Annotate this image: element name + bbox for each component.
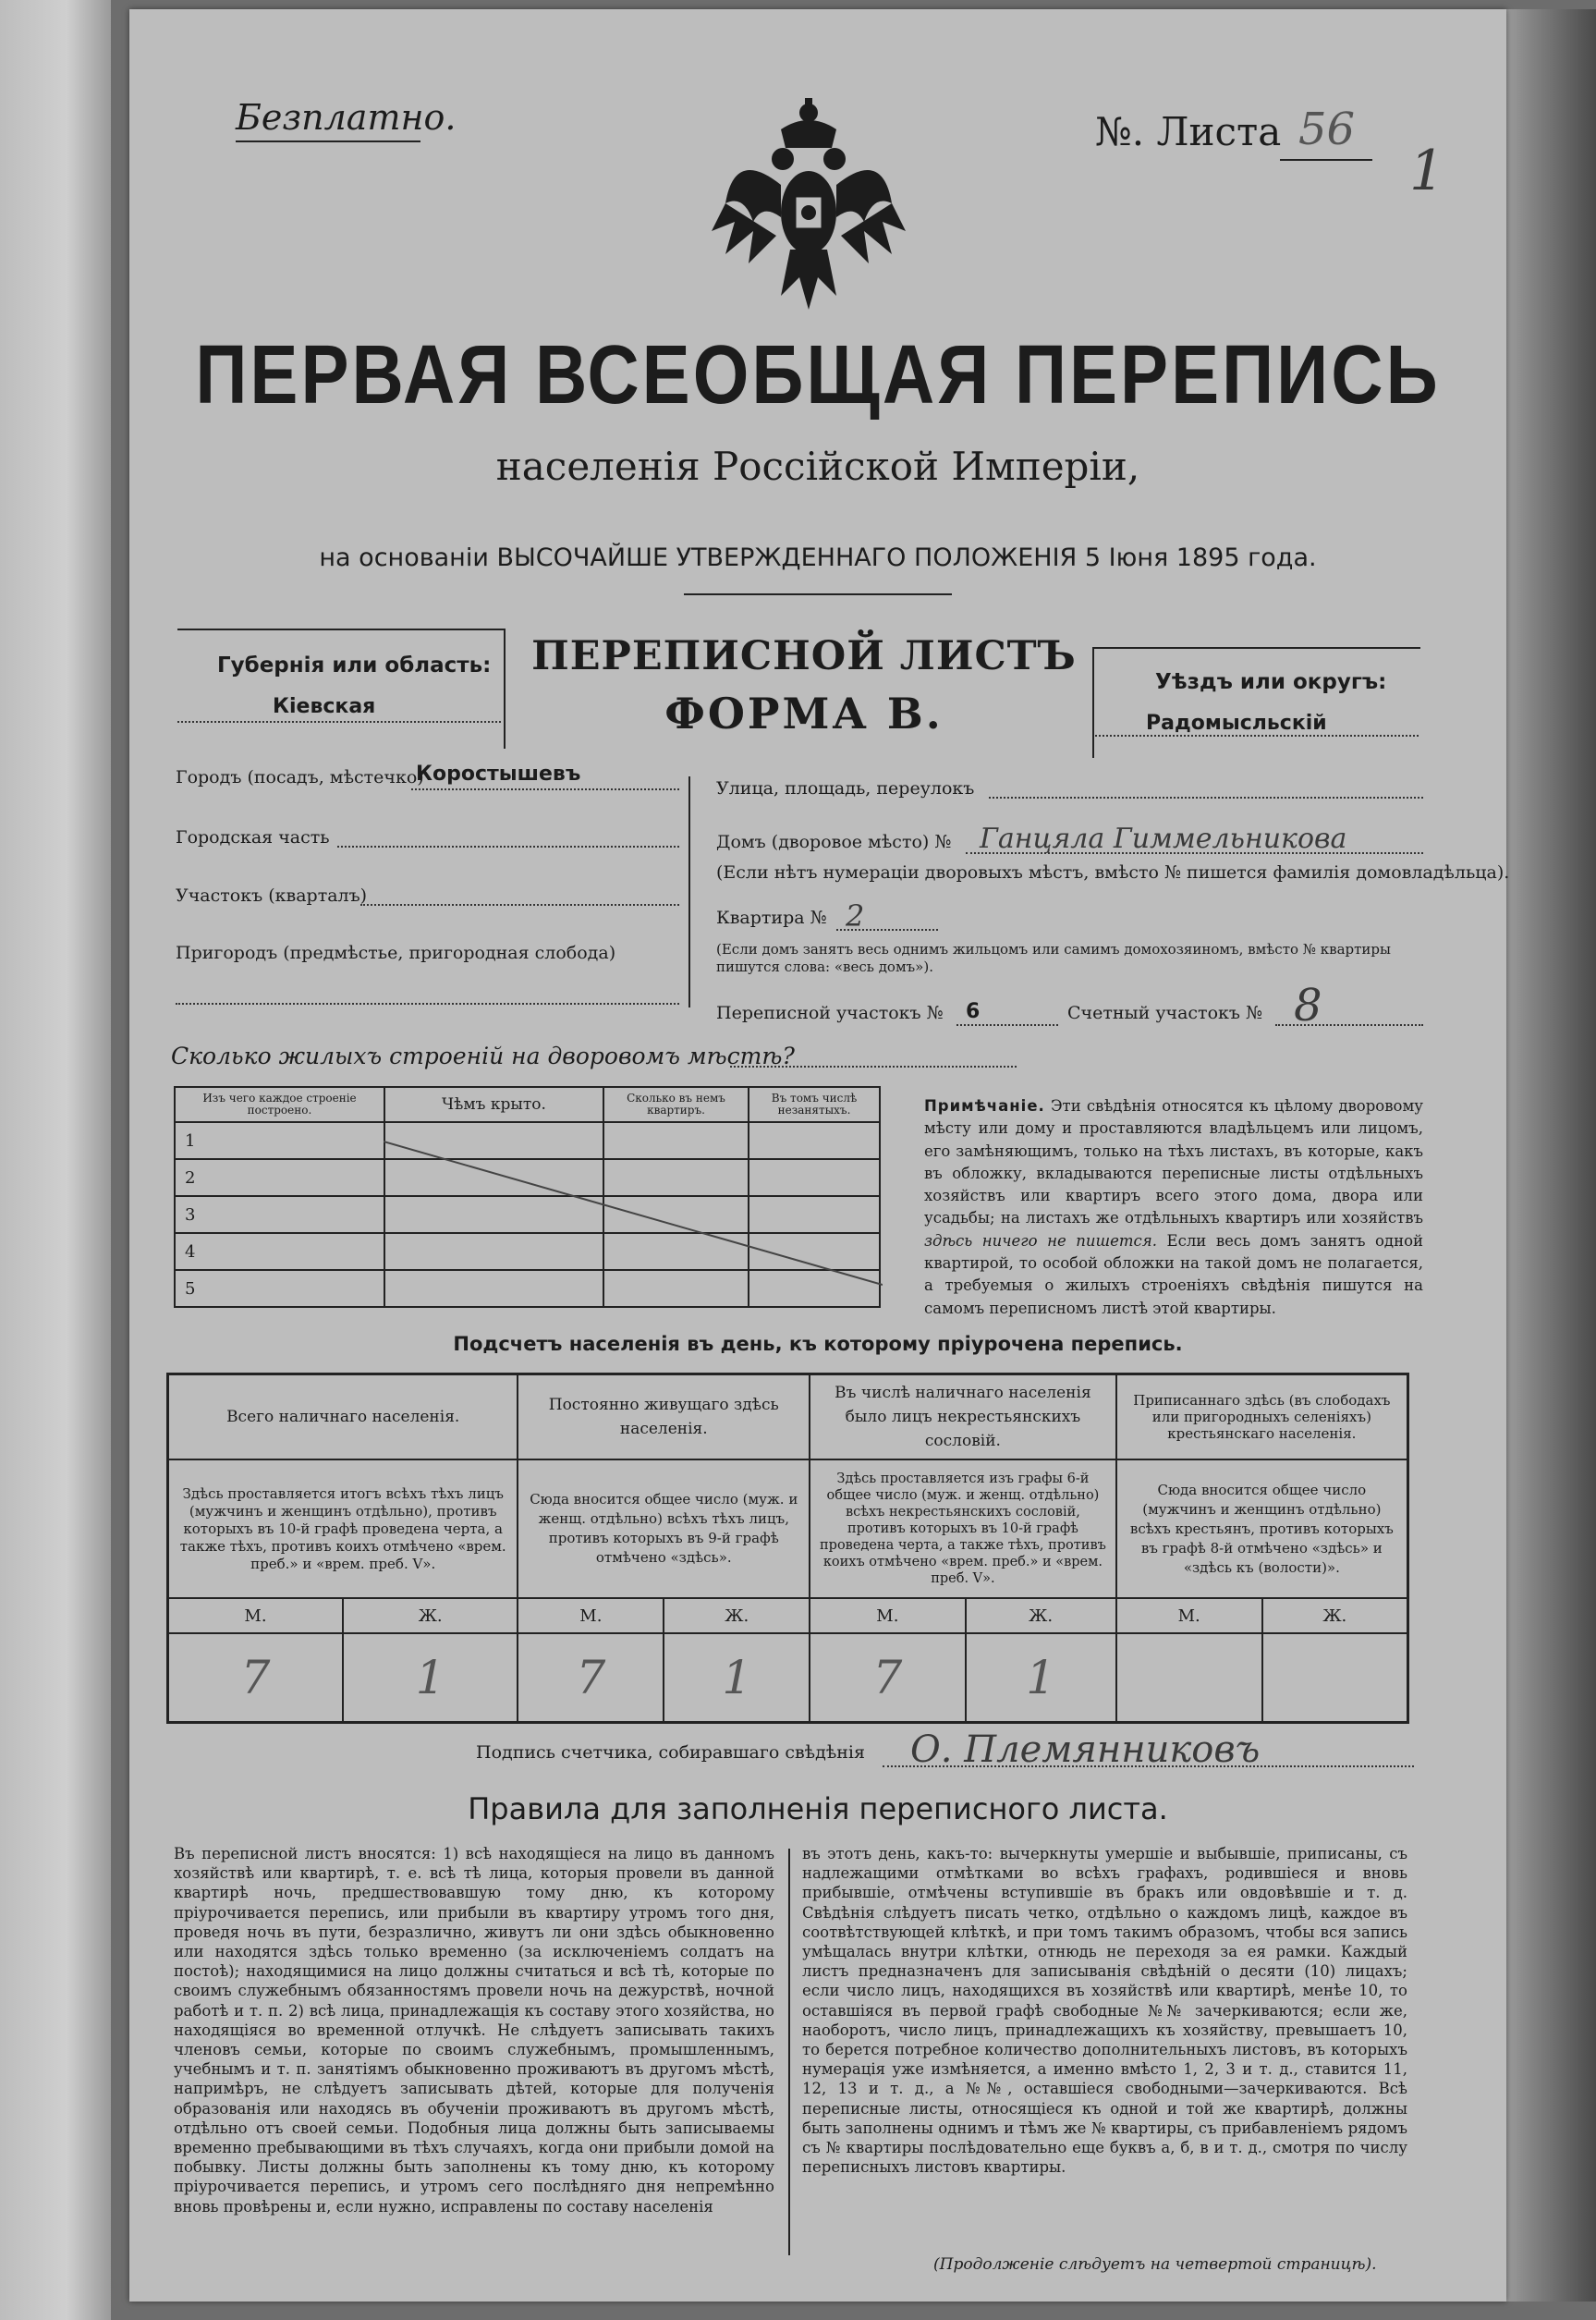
- book-binding: [0, 0, 111, 2320]
- city-line: [411, 788, 679, 790]
- house-value: Ганцяла Гиммельникова: [980, 823, 1347, 855]
- apartment-note: (Если домъ занятъ весь однимъ жильцомъ или самимъ домохозяиномъ, вмѣсто № квартиры пишутся слова: «весь домъ»).: [716, 941, 1391, 975]
- census-section-label: Переписной участокъ №: [716, 1003, 944, 1023]
- male-header: М.: [518, 1598, 664, 1633]
- row-number: 1: [175, 1122, 384, 1159]
- street-label: Улица, площадь, переулокъ: [716, 778, 975, 799]
- district-box-left: [1092, 647, 1094, 758]
- count-section-line: [1275, 1024, 1423, 1026]
- house-line: [966, 852, 1423, 854]
- total-female-value: 1: [343, 1633, 518, 1723]
- form-name: ФОРМА В.: [664, 689, 944, 739]
- buildings-header-material: Изъ чего каждое строеніе построено.: [175, 1087, 384, 1122]
- apartment-value: 2: [846, 898, 865, 934]
- province-line: [177, 721, 501, 723]
- count-desc-permanent: Сюда вносится общее число (муж. и женщ. отдѣльно) всѣхъ тѣхъ лицъ, противъ которыхъ въ 9-й графѣ отмѣчено «здѣсь».: [518, 1459, 810, 1598]
- count-title: Подсчетъ населенія въ день, къ которому пріурочена перепись.: [453, 1333, 1183, 1355]
- free-label: Безплатно.: [236, 97, 457, 138]
- province-box-top: [177, 629, 506, 630]
- female-header: Ж.: [966, 1598, 1116, 1633]
- signature-label: Подпись счетчика, собиравшаго свѣдѣнія: [476, 1742, 865, 1763]
- census-sheet: [129, 9, 1510, 2302]
- margin-number: 1: [1409, 139, 1445, 203]
- rules-divider: [788, 1849, 790, 2255]
- permanent-female-value: 1: [664, 1633, 810, 1723]
- apartment-line: [836, 929, 938, 931]
- row-number: 3: [175, 1196, 384, 1233]
- precinct-label: Участокъ (кварталъ): [176, 885, 368, 906]
- precinct-line: [360, 904, 679, 906]
- census-section-value: 6: [966, 1000, 981, 1023]
- house-label: Домъ (дворовое мѣсто) №: [716, 832, 952, 852]
- male-header: М.: [810, 1598, 965, 1633]
- free-underline: [236, 140, 420, 142]
- district-value: Радомысльскій: [1146, 712, 1327, 735]
- total-male-value: 7: [168, 1633, 343, 1723]
- count-head-row: [168, 1374, 1408, 1460]
- rules-title: Правила для заполненія переписного листа.: [468, 1791, 1168, 1826]
- signature-value: О. Племянниковъ: [910, 1728, 1261, 1771]
- buildings-header-row: [175, 1087, 880, 1122]
- count-head-total: Всего наличнаго населенія.: [168, 1374, 518, 1460]
- buildings-header-vacant: Въ томъ числѣ незанятыхъ.: [749, 1087, 880, 1122]
- note-title: Примѣчаніе.: [924, 1097, 1045, 1115]
- district-box-top: [1092, 647, 1420, 649]
- count-head-permanent: Постоянно живущаго здѣсь населенія.: [518, 1374, 810, 1460]
- row-number: 5: [175, 1270, 384, 1307]
- subtitle: населенія Россійской Имперіи,: [495, 444, 1140, 489]
- count-mf-row: [168, 1598, 1408, 1633]
- peasant-female-value: [1262, 1633, 1408, 1723]
- count-head-peasant: Приписаннаго здѣсь (въ слободахъ или пригородныхъ селеніяхъ) крестьянскаго населенія.: [1116, 1374, 1408, 1460]
- province-value: Кіевская: [273, 695, 376, 718]
- female-header: Ж.: [1262, 1598, 1408, 1633]
- buildings-question-line: [730, 1066, 1017, 1068]
- district-line: [1095, 735, 1419, 737]
- nonpeasant-male-value: 7: [810, 1633, 965, 1723]
- count-head-nonpeasant: Въ числѣ наличнаго населенія было лицъ некрестьянскихъ сословій.: [810, 1374, 1116, 1460]
- basis-line: на основаніи ВЫСОЧАЙШЕ УТВЕРЖДЕННАГО ПОЛОЖЕНІЯ 5 Іюня 1895 года.: [319, 543, 1317, 572]
- house-note: (Если нѣтъ нумераціи дворовыхъ мѣстъ, вмѣсто № пишется фамилія домовладѣльца).: [716, 862, 1510, 883]
- city-label: Городъ (посадъ, мѣстечко): [176, 767, 424, 788]
- female-header: Ж.: [343, 1598, 518, 1633]
- main-title: ПЕРВАЯ ВСЕОБЩАЯ ПЕРЕПИСЬ: [195, 327, 1441, 421]
- sheet-number: 56: [1298, 104, 1356, 155]
- census-section-line: [956, 1024, 1058, 1026]
- note-text-2: Если весь домъ занятъ одной квартирой, то особой обложки на такой домъ не полагается, а требуемыя о жилыхъ строеніяхъ свѣдѣнія пишутся на самомъ переписномъ листѣ этой квартиры.: [924, 1231, 1424, 1317]
- city-part-line: [337, 846, 679, 848]
- note-italic: здѣсь ничего не пишется.: [924, 1231, 1157, 1250]
- count-section-label: Счетный участокъ №: [1067, 1003, 1262, 1023]
- sheet-title: ПЕРЕПИСНОЙ ЛИСТЪ: [531, 633, 1077, 679]
- count-values-row: [168, 1633, 1408, 1723]
- suburb-line: [176, 1003, 679, 1005]
- row-number: 4: [175, 1233, 384, 1270]
- rules-right-column: въ этотъ день, какъ-то: вычеркнуты умершіе и выбывшіе, приписаны, съ надлежащими отмѣтками во всѣхъ графахъ, родившіеся и вновь прибывшіе, отмѣчены вступившіе въ бракъ или овдовѣвшіе и т. д. Свѣдѣнія слѣдуетъ писать четко, отдѣльно о каждомъ лицѣ, каждое въ соотвѣтствующей клѣткѣ, и при томъ такимъ образомъ, чтобы вся запись умѣщалась внутри клѣтки, отнюдь не переходя за ея рамки. Каждый листъ предназначенъ для записыванія свѣдѣній о десяти (10) лицахъ; если число лицъ, находящихся въ хозяйствѣ или квартирѣ, менѣе 10, то оставшіяся въ первой графѣ свободные №№ зачеркиваются; если же, наоборотъ, число лицъ, принадлежащихъ къ хозяйству, превышаетъ 10, то берется потребное количество дополнительныхъ листовъ, въ которыхъ нумерація уже измѣняется, а именно вмѣсто 1, 2, 3 и т. д., ставится 11, 12, 13 и т. д., а №№, оставшіеся свободными—зачеркиваются. Всѣ переписные листы, относящіеся къ одной и той же квартирѣ, должны быть заполнены однимъ и тѣмъ же № квартиры, съ прибавленіемъ рядомъ съ № квартиры послѣдовательно еще буквъ а, б, в и т. д., смотря по числу переписныхъ листовъ квартиры.: [802, 1845, 1407, 2177]
- sheet-label: №. Листа: [1095, 109, 1282, 154]
- peasant-male-value: [1116, 1633, 1262, 1723]
- count-section-value: 8: [1294, 980, 1322, 1032]
- imperial-eagle-emblem: [707, 92, 910, 314]
- province-box-right: [504, 629, 506, 749]
- suburb-label: Пригородъ (предмѣстье, пригородная слобода): [176, 943, 616, 963]
- permanent-male-value: 7: [518, 1633, 664, 1723]
- note-text: Эти свѣдѣнія относятся къ цѣлому дворовому мѣсту или дому и проставляются владѣльцемъ или лицомъ, его замѣняющимъ, только на тѣхъ листахъ, въ которые, какъ въ обложку, вкладываются переписные листы отдѣльныхъ хозяйствъ или квартиръ всего этого дома, двора или усадьбы; на листахъ же отдѣльныхъ квартиръ или хозяйствъ: [924, 1097, 1423, 1227]
- count-desc-nonpeasant: Здѣсь проставляется изъ графы 6-й общее число (муж. и женщ. отдѣльно) всѣхъ некрестьянскихъ сословій, противъ которыхъ въ 10-й графѣ проведена черта, а также тѣхъ, противъ коихъ отмѣчено «врем. преб.» и «врем. преб. V».: [810, 1459, 1116, 1598]
- female-header: Ж.: [664, 1598, 810, 1633]
- buildings-note: [924, 1095, 1423, 1320]
- province-label: Губернія или область:: [217, 653, 492, 678]
- strike-through-line: [384, 1123, 883, 1308]
- count-desc-row: [168, 1459, 1408, 1598]
- city-part-label: Городская часть: [176, 827, 330, 848]
- rules-continued: (Продолженіе слѣдуетъ на четвертой страницѣ).: [933, 2255, 1377, 2274]
- title-divider: [684, 593, 952, 595]
- male-header: М.: [168, 1598, 343, 1633]
- district-label: Уѣздъ или округъ:: [1155, 670, 1387, 694]
- apartment-label: Квартира №: [716, 908, 827, 928]
- count-desc-total: Здѣсь проставляется итогъ всѣхъ тѣхъ лицъ (мужчинъ и женщинъ отдѣльно), противъ которыхъ въ 10-й графѣ проведена черта, а также тѣхъ, противъ коихъ отмѣчено «врем. преб.» и «врем. преб. V».: [168, 1459, 518, 1598]
- sheet-number-underline: [1280, 159, 1372, 161]
- street-line: [989, 797, 1423, 799]
- buildings-header-roof: Чѣмъ крыто.: [384, 1087, 603, 1122]
- male-header: М.: [1116, 1598, 1262, 1633]
- row-number: 2: [175, 1159, 384, 1196]
- count-desc-peasant: Сюда вносится общее число (мужчинъ и женщинъ отдѣльно) всѣхъ крестьянъ, противъ которыхъ въ графѣ 8-й отмѣчено «здѣсь» и «здѣсь къ (волости)».: [1116, 1459, 1408, 1598]
- nonpeasant-female-value: 1: [966, 1633, 1116, 1723]
- address-divider: [688, 776, 690, 1007]
- buildings-header-apartments: Сколько въ немъ квартиръ.: [603, 1087, 749, 1122]
- buildings-question: Сколько жилыхъ строеній на дворовомъ мѣстѣ?: [171, 1043, 795, 1069]
- count-table: [166, 1373, 1409, 1724]
- rules-left-column: Въ переписной листъ вносятся: 1) всѣ находящіеся на лицо въ данномъ хозяйствѣ или квартирѣ, т. е. всѣ тѣ лица, которыя провели въ данной квартирѣ ночь, предшествовавшую тому дню, къ которому пріурочивается перепись, или прибыли въ квартиру утромъ того дня, проведя ночь въ пути, безразлично, живутъ ли они здѣсь обыкновенно или находятся здѣсь только временно (за исключеніемъ солдатъ на постоѣ); находящимися на лицо должны считаться и всѣ тѣ, которые по своимъ служебнымъ обязанностямъ провели ночь на дежурствѣ, ночной работѣ и т. п. 2) всѣ лица, принадлежащія къ составу этого хозяйства, но находящіяся во временной отлучкѣ. Не слѣдуетъ записывать такихъ членовъ семьи, которые по своимъ служебнымъ, промышленнымъ, учебнымъ и т. п. занятіямъ обыкновенно проживаютъ въ другомъ мѣстѣ, напримѣръ, не слѣдуетъ записывать дѣтей, которые для полученія образованія или находясь въ обученіи проживаютъ въ другомъ мѣстѣ, отдѣльно отъ своей семьи. Подобныя лица должны быть записываемы временно пребывающими въ тѣхъ случаяхъ, когда они прибыли домой на побывку. Листы должны быть заполнены къ тому дню, къ которому пріурочивается перепись, и утромъ сего послѣдняго дня непремѣнно вновь провѣрены и, если нужно, исправлены по составу населенія: [174, 1845, 774, 2216]
- signature-line: [883, 1765, 1414, 1767]
- city-value: Коростышевъ: [416, 763, 581, 786]
